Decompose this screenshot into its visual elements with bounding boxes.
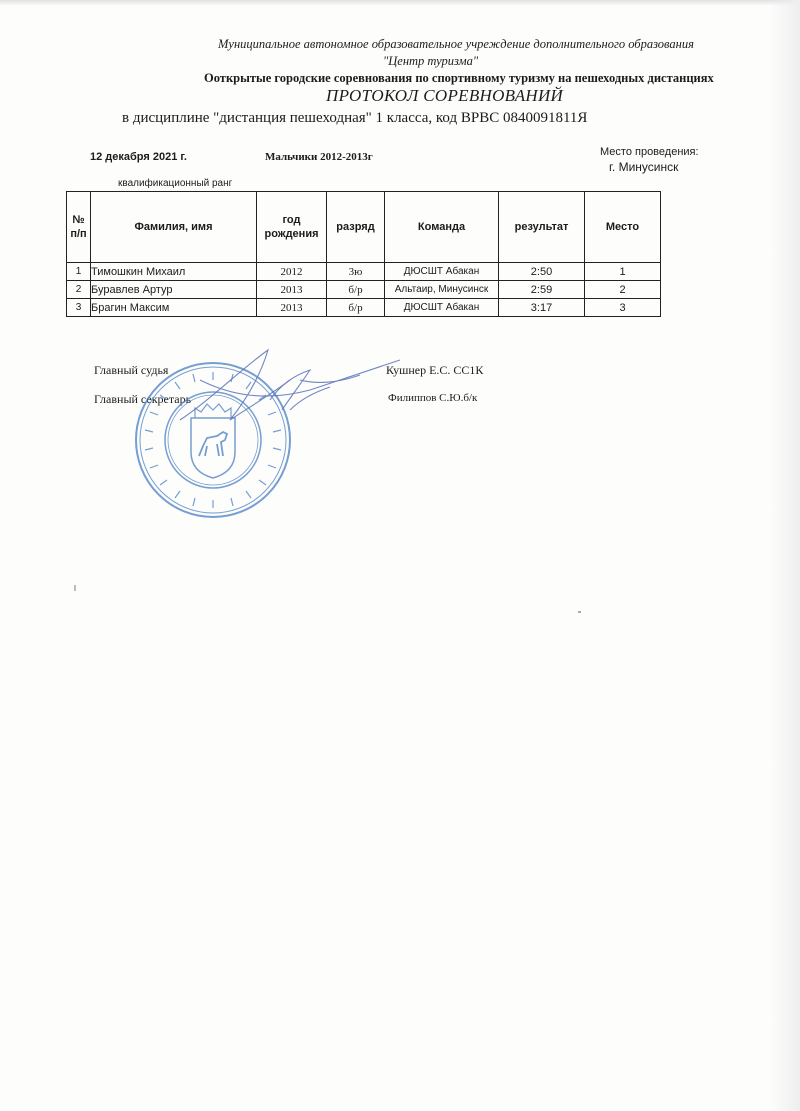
scan-edge-top xyxy=(0,0,800,6)
chief-secretary-name: Филиппов С.Ю.б/к xyxy=(388,392,478,404)
cell-num: 1 xyxy=(67,263,91,281)
age-group: Мальчики 2012-2013г xyxy=(265,151,373,163)
cell-rank: б/р xyxy=(327,299,385,317)
header-name: Фамилия, имя xyxy=(91,192,257,263)
table-row xyxy=(67,263,661,281)
results-table xyxy=(66,191,661,317)
cell-result: 3:17 xyxy=(499,299,585,317)
cell-team: Альтаир, Минусинск xyxy=(385,281,499,299)
cell-year: 2013 xyxy=(257,281,327,299)
qualification-rank-label: квалификационный ранг xyxy=(118,178,233,189)
cell-year: 2012 xyxy=(257,263,327,281)
chief-judge-label: Главный судья xyxy=(94,363,169,377)
scan-edge-right xyxy=(770,0,800,1111)
cell-rank: б/р xyxy=(327,281,385,299)
venue-city: г. Минусинск xyxy=(609,160,679,174)
header-result: результат xyxy=(499,192,585,263)
cell-result: 2:50 xyxy=(499,263,585,281)
header-num: № п/п xyxy=(67,192,91,263)
header-team: Команда xyxy=(385,192,499,263)
table-row xyxy=(67,281,661,299)
protocol-title: ПРОТОКОЛ СОРЕВНОВАНИЙ xyxy=(326,86,564,105)
cell-place: 3 xyxy=(585,299,661,317)
competition-title: Ооткрытые городские соревнования по спортивному туризму на пешеходных дистанциях xyxy=(204,71,714,85)
cell-year: 2013 xyxy=(257,299,327,317)
competition-date: 12 декабря 2021 г. xyxy=(90,151,187,163)
handwritten-signatures xyxy=(170,340,430,440)
cell-name: Буравлев Артур xyxy=(91,281,257,299)
cell-rank: 3ю xyxy=(327,263,385,281)
header-year: год рождения xyxy=(257,192,327,263)
organization-name: "Центр туризма" xyxy=(383,54,479,68)
table-header-row xyxy=(67,192,661,263)
cell-team: ДЮСШТ Абакан xyxy=(385,263,499,281)
cell-num: 3 xyxy=(67,299,91,317)
chief-secretary-label: Главный секретарь xyxy=(94,392,192,406)
cell-place: 1 xyxy=(585,263,661,281)
venue-label: Место проведения: xyxy=(600,146,699,158)
table-row xyxy=(67,299,661,317)
header-rank: разряд xyxy=(327,192,385,263)
header-place: Место xyxy=(585,192,661,263)
cell-name: Тимошкин Михаил xyxy=(91,263,257,281)
scan-speck xyxy=(578,611,581,613)
organization-line: Муниципальное автономное образовательное учреждение дополнительного образования xyxy=(218,37,694,51)
cell-place: 2 xyxy=(585,281,661,299)
scan-speck xyxy=(74,585,76,591)
cell-name: Брагин Максим xyxy=(91,299,257,317)
cell-team: ДЮСШТ Абакан xyxy=(385,299,499,317)
cell-result: 2:59 xyxy=(499,281,585,299)
cell-num: 2 xyxy=(67,281,91,299)
discipline-line: в дисциплине "дистанция пешеходная" 1 класса, код ВРВС 0840091811Я xyxy=(122,110,588,126)
chief-judge-name: Кушнер Е.С. СС1К xyxy=(386,363,484,377)
